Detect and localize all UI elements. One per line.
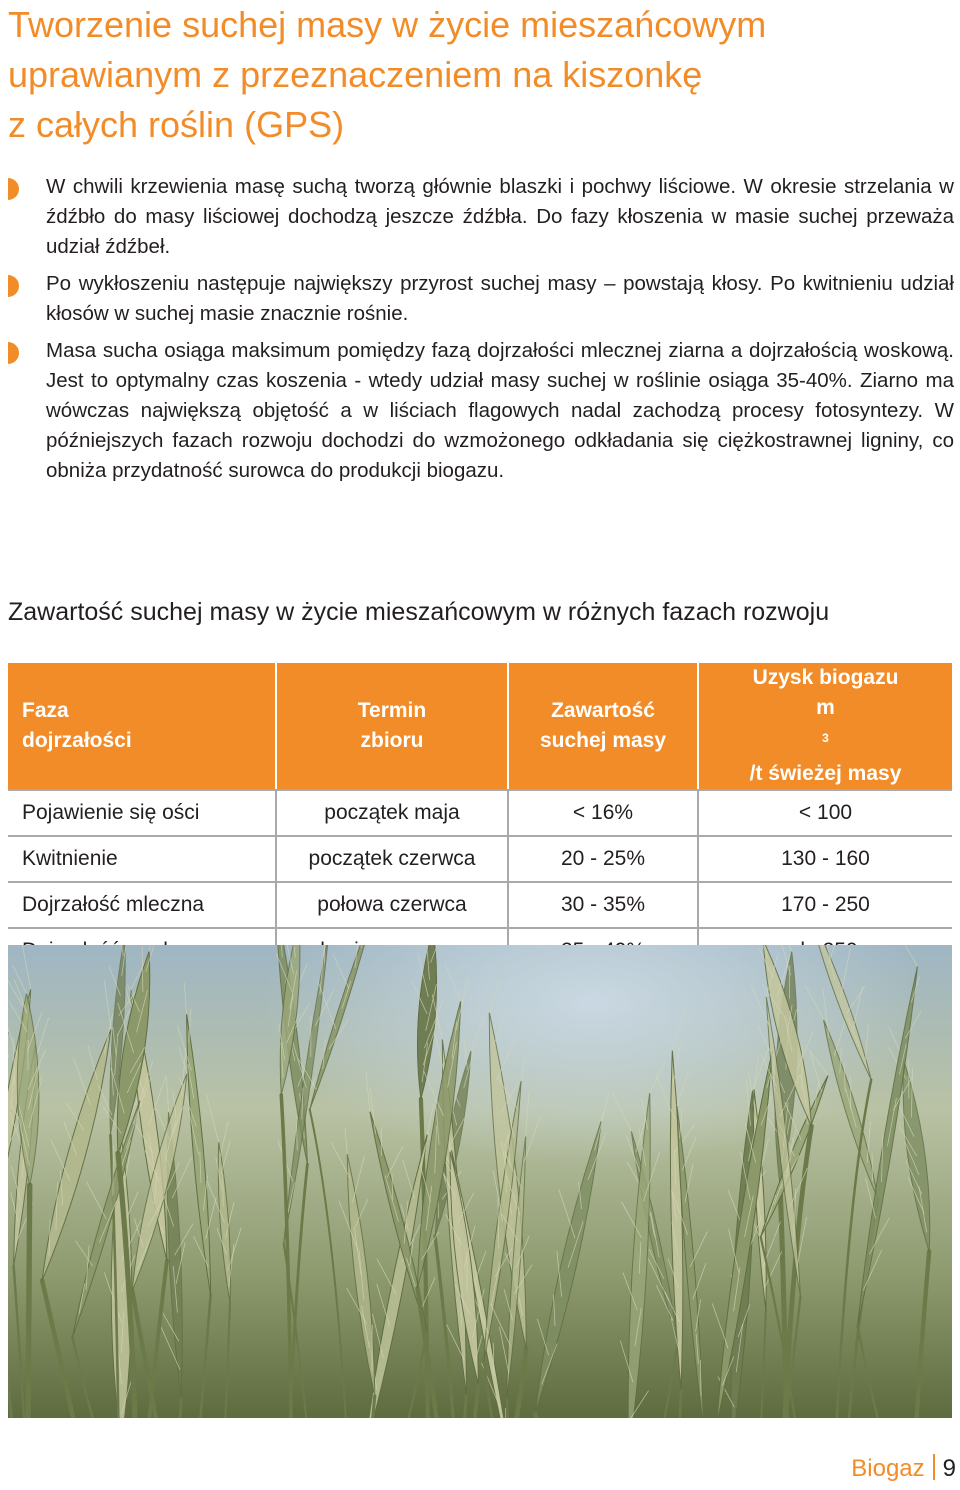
bullet-text: Po wykłoszeniu następuje największy przyrost suchej masy – powstają kłosy. Po kwitnieniu udział kłosów w suchej masie znacznie rośnie. [46,272,954,325]
table-row [8,882,952,928]
header-text: Uzysk biogazu [752,666,899,689]
cell-biogas-yield: 130 - 160 [698,836,952,882]
bullet-item [8,172,954,262]
bullet-text: W chwili krzewienia masę suchą tworzą głównie blaszki i pochwy liściowe. W okresie strzelania w źdźbło do masy liściowej dochodzą jeszcze źdźbła. Do fazy kłoszenia w masie suchej przeważa udział źdźbeł. [46,175,954,258]
header-text [713,693,938,789]
rye-ears-image [8,945,952,1418]
header-text: zbioru [360,729,424,752]
cell-phase: Kwitnienie [8,836,276,882]
section-title: Zawartość suchej masy w życie mieszańcowym w różnych fazach rozwoju [8,598,830,626]
header-harvest-date [276,663,508,790]
cell-harvest-date: połowa czerwca [276,882,508,928]
bullet-list [8,172,954,493]
table-row [8,836,952,882]
footer-brand: Biogaz [851,1455,925,1482]
title-line: z całych roślin (GPS) [8,104,345,145]
header-unit: m [816,696,835,719]
page-number: 9 [942,1455,956,1482]
bullet-item [8,269,954,329]
bullet-icon [8,178,24,200]
table-header-row [8,663,952,790]
page-footer [851,1452,956,1486]
header-text: Faza [22,699,69,722]
cell-phase: Pojawienie się ości [8,790,276,836]
cell-harvest-date: początek czerwca [276,836,508,882]
page-title [8,0,948,150]
cell-biogas-yield: 170 - 250 [698,882,952,928]
header-text: Termin [357,699,427,722]
rye-stem [28,1185,30,1418]
bullet-text: Masa sucha osiąga maksimum pomiędzy fazą dojrzałości mlecznej ziarna a dojrzałością woskową. Jest to optymalny czas koszenia - wtedy udział masy suchej w roślinie osiąga 35-40%. Ziarno ma wówczas największą objętość a w liściach flagowych nadal zachodzą procesy fotosyntezy. W późniejszych fazach rozwoju dochodzi do wzmożonego odkładania się ciężkostrawnej ligniny, co obniża przydatność surowca do produkcji biogazu. [46,339,954,482]
bullet-icon [8,342,24,364]
header-unit-rest: /t świeżej masy [749,762,902,785]
phases-table [8,663,952,975]
rye-ears-photo [8,945,952,1418]
cell-biogas-yield: < 100 [698,790,952,836]
title-line: uprawianym z przeznaczeniem na kiszonkę [8,54,703,95]
header-dry-matter [508,663,698,790]
header-phase [8,663,276,790]
header-biogas-yield [698,663,952,790]
cell-dry-matter: 20 - 25% [508,836,698,882]
title-line: Tworzenie suchej masy w życie mieszańcowym [8,4,767,45]
header-text: suchej masy [539,729,667,752]
cell-dry-matter: < 16% [508,790,698,836]
cell-phase: Dojrzałość mleczna [8,882,276,928]
cell-harvest-date: początek maja [276,790,508,836]
header-unit-exponent: 3 [822,731,829,745]
bullet-icon [8,275,24,297]
rye-awn [28,1040,29,1070]
header-text: dojrzałości [22,729,132,752]
footer-divider [933,1454,935,1480]
cell-dry-matter: 30 - 35% [508,882,698,928]
header-text: Zawartość [551,699,655,722]
table-row [8,790,952,836]
bullet-item [8,336,954,486]
